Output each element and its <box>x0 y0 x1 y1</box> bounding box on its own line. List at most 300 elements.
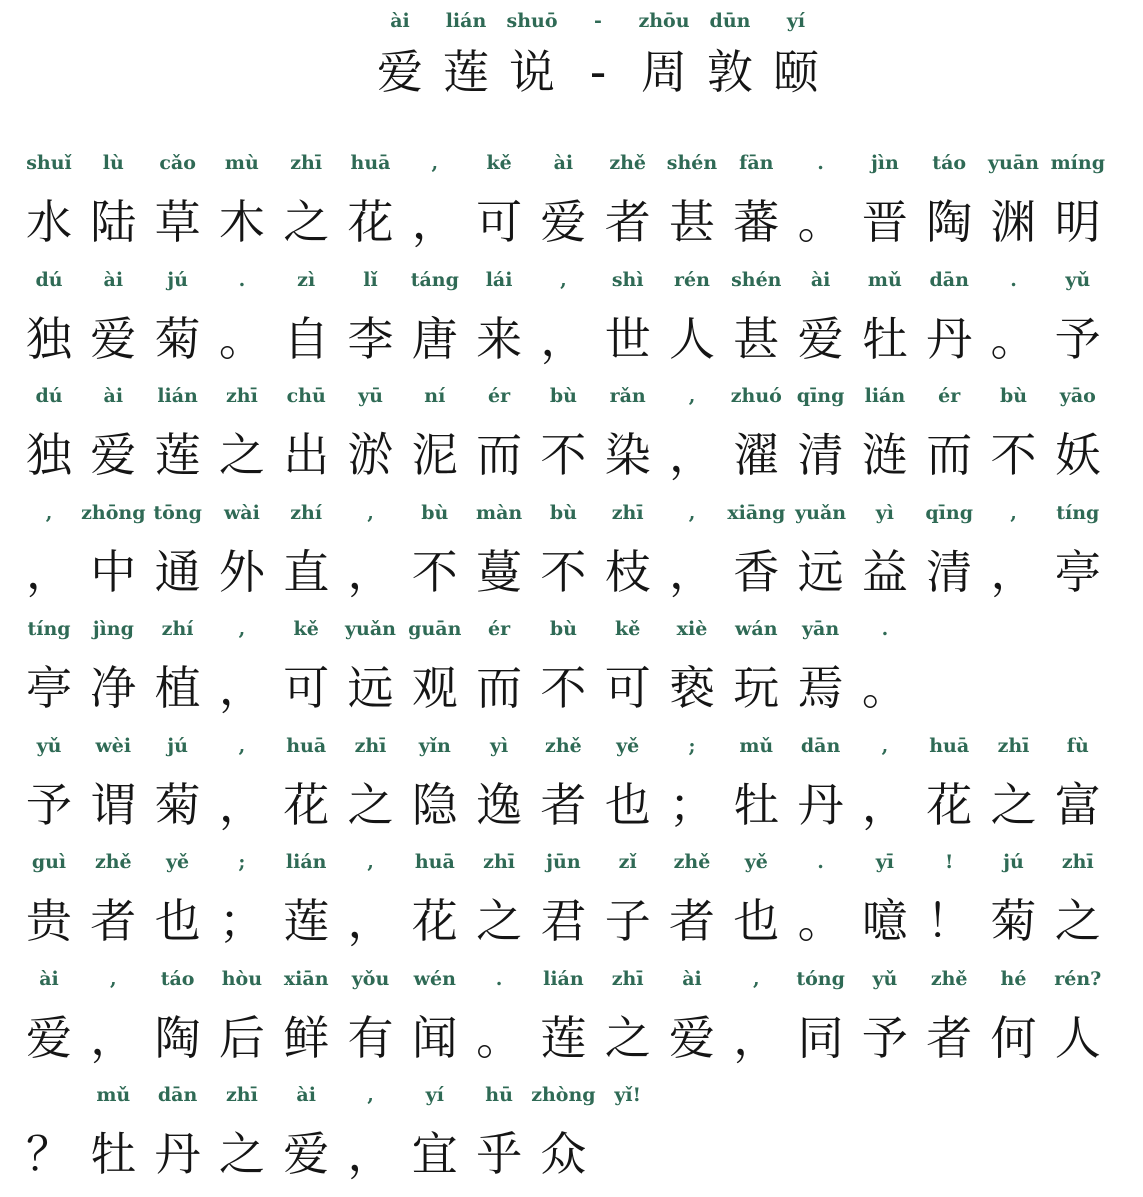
char-cell <box>917 849 981 953</box>
char-cell <box>1046 966 1110 1070</box>
pinyin-annotation: yì <box>875 501 895 524</box>
pinyin-annotation: zhī <box>1061 851 1094 873</box>
char-cell <box>403 150 467 254</box>
pinyin-annotation: , <box>752 967 760 990</box>
hanzi-character: 通 <box>154 544 201 599</box>
char-cell <box>403 733 467 837</box>
char-cell <box>789 267 853 371</box>
hanzi-character: 子 <box>604 894 651 948</box>
char-cell <box>596 1082 660 1186</box>
pinyin-annotation: kě <box>293 618 319 640</box>
pinyin-annotation: lù <box>102 152 124 174</box>
char-cell <box>339 150 403 254</box>
char-cell <box>17 733 81 837</box>
char-cell <box>274 267 338 371</box>
char-cell <box>724 966 788 1070</box>
pinyin-annotation: , <box>367 851 374 873</box>
hanzi-character: 爱 <box>540 195 587 249</box>
hanzi-character: 可 <box>283 661 330 715</box>
hanzi-character: ， <box>990 544 1037 599</box>
char-cell <box>917 267 981 371</box>
pinyin-annotation: . <box>817 851 824 873</box>
pinyin-annotation: ér <box>488 618 511 640</box>
char-cell <box>1046 267 1110 371</box>
char-cell <box>724 383 788 487</box>
char-cell <box>17 383 81 487</box>
pinyin-annotation: tóng <box>796 967 845 990</box>
pinyin-annotation: ài <box>103 268 124 291</box>
pinyin-annotation: ài <box>296 1084 316 1106</box>
pinyin-annotation: táng <box>410 268 459 291</box>
pinyin-annotation: shén <box>731 268 782 291</box>
pinyin-annotation: ! <box>945 851 954 873</box>
char-cell <box>531 383 595 487</box>
pinyin-annotation: màn <box>475 501 523 524</box>
pinyin-annotation: chū <box>286 385 326 407</box>
pinyin-annotation: zhī <box>354 734 387 757</box>
hanzi-character: 众 <box>540 1127 587 1181</box>
hanzi-character: 菊 <box>154 777 201 832</box>
pinyin-annotation: yī <box>875 851 895 873</box>
hanzi-character: 清 <box>797 428 844 482</box>
hanzi-character: 。 <box>861 661 908 715</box>
hanzi-character: 淤 <box>347 428 394 482</box>
hanzi-character: 牡 <box>861 311 908 366</box>
pinyin-annotation: dú <box>35 385 63 407</box>
char-cell <box>982 733 1046 837</box>
char-cell <box>660 150 724 254</box>
pinyin-annotation: bù <box>421 501 449 524</box>
hanzi-character: 乎 <box>476 1127 523 1181</box>
pinyin-annotation: zhí <box>290 501 323 524</box>
pinyin-annotation: mǔ <box>96 1084 131 1106</box>
char-cell <box>1046 383 1110 487</box>
char-cell <box>724 500 788 604</box>
char-cell <box>339 966 403 1070</box>
char-cell <box>917 966 981 1070</box>
hanzi-character: 爱 <box>377 45 423 99</box>
hanzi-character: 颐 <box>773 45 819 99</box>
hanzi-character: 者 <box>540 777 587 832</box>
pinyin-annotation: bù <box>549 385 577 407</box>
hanzi-character: 甚 <box>733 311 780 366</box>
char-cell <box>339 500 403 604</box>
char-cell <box>853 966 917 1070</box>
char-cell <box>596 267 660 371</box>
hanzi-character: ！ <box>926 894 973 948</box>
char-cell <box>531 150 595 254</box>
pinyin-annotation: zhě <box>673 851 711 873</box>
pinyin-annotation: , <box>1010 501 1017 524</box>
hanzi-character: ？ <box>26 1127 72 1181</box>
char-cell <box>403 966 467 1070</box>
char-cell <box>531 267 595 371</box>
char-cell <box>17 267 81 371</box>
char-cell <box>467 1082 531 1186</box>
hanzi-character: 也 <box>154 894 201 948</box>
hanzi-character: 。 <box>797 195 844 249</box>
char-cell <box>789 150 853 254</box>
pinyin-annotation: zhí <box>161 618 194 640</box>
hanzi-character: 世 <box>604 311 651 366</box>
hanzi-character: 独 <box>26 311 72 366</box>
title-char <box>566 8 630 104</box>
char-cell <box>210 966 274 1070</box>
pinyin-annotation: huā <box>414 851 455 873</box>
pinyin-annotation: zhī <box>997 734 1030 757</box>
hanzi-character: 远 <box>797 544 844 599</box>
char-cell <box>982 150 1046 254</box>
hanzi-character: 李 <box>347 311 394 366</box>
char-cell <box>210 733 274 837</box>
pinyin-annotation: shuǐ <box>26 152 72 174</box>
char-cell <box>146 966 210 1070</box>
char-cell <box>982 966 1046 1070</box>
pinyin-annotation: yì <box>489 734 509 757</box>
pinyin-annotation: qīng <box>796 385 845 407</box>
char-cell <box>531 616 595 720</box>
char-cell <box>274 500 338 604</box>
pinyin-annotation: yě <box>744 851 768 873</box>
hanzi-character: 莲 <box>540 1010 587 1065</box>
hanzi-character: 焉 <box>797 661 844 715</box>
pinyin-annotation: zǐ <box>618 851 637 873</box>
pinyin-annotation: yǒu <box>351 967 390 990</box>
char-cell <box>982 849 1046 953</box>
char-cell <box>789 966 853 1070</box>
hanzi-character: 而 <box>476 428 523 482</box>
hanzi-character: 独 <box>26 428 72 482</box>
pinyin-annotation: zhī <box>611 967 644 990</box>
hanzi-character: 予 <box>1054 311 1101 366</box>
hanzi-character: 敦 <box>707 45 753 99</box>
char-cell <box>596 383 660 487</box>
char-cell <box>724 616 788 720</box>
char-cell <box>274 150 338 254</box>
pinyin-annotation: rén <box>674 268 710 291</box>
char-cell <box>660 267 724 371</box>
hanzi-character: - <box>589 45 607 99</box>
pinyin-annotation: wán <box>735 618 778 640</box>
char-cell <box>531 500 595 604</box>
char-cell <box>403 1082 467 1186</box>
pinyin-annotation: rén? <box>1054 967 1102 990</box>
pinyin-annotation: yě <box>166 851 190 873</box>
char-cell <box>467 267 531 371</box>
pinyin-annotation: jú <box>167 268 188 291</box>
pinyin-annotation: , <box>109 967 117 990</box>
pinyin-annotation: lián <box>285 851 327 873</box>
char-cell <box>17 616 81 720</box>
char-cell <box>274 1082 338 1186</box>
hanzi-character: 而 <box>926 428 973 482</box>
hanzi-character: 蔓 <box>476 544 523 599</box>
hanzi-character: 丹 <box>926 311 973 366</box>
char-cell <box>596 849 660 953</box>
pinyin-annotation: yǐn <box>418 734 451 757</box>
pinyin-annotation: lián <box>157 385 198 407</box>
hanzi-character: ， <box>347 544 394 599</box>
hanzi-character: 贵 <box>26 894 72 948</box>
pinyin-annotation: yǔ <box>1065 268 1091 291</box>
hanzi-character: ， <box>540 311 587 366</box>
hanzi-character: 爱 <box>90 311 137 366</box>
pinyin-annotation: jìng <box>92 618 134 640</box>
char-cell <box>210 500 274 604</box>
char-cell <box>660 383 724 487</box>
pinyin-annotation: yuǎn <box>345 618 396 640</box>
char-cell <box>853 500 917 604</box>
pinyin-annotation: , <box>45 501 53 524</box>
char-cell <box>1046 500 1110 604</box>
title-char <box>434 8 498 104</box>
pinyin-annotation: zhōu <box>638 10 690 32</box>
pinyin-annotation: bù <box>999 385 1028 407</box>
hanzi-character: 陶 <box>926 195 973 249</box>
pinyin-annotation: huā <box>350 152 391 174</box>
pinyin-annotation: zhě <box>930 967 968 990</box>
pinyin-annotation: lǐ <box>363 268 378 291</box>
char-cell <box>17 500 81 604</box>
pinyin-annotation: huā <box>286 734 327 757</box>
char-cell <box>789 616 853 720</box>
pinyin-annotation: zhī <box>225 385 258 407</box>
hanzi-character: 亵 <box>669 661 715 715</box>
char-cell <box>81 267 145 371</box>
pinyin-annotation: , <box>431 152 439 174</box>
hanzi-character: 鲜 <box>283 1010 330 1065</box>
char-cell <box>146 267 210 371</box>
char-cell <box>403 849 467 953</box>
pinyin-annotation: lái <box>485 268 513 291</box>
char-cell <box>81 1082 145 1186</box>
char-cell <box>917 733 981 837</box>
hanzi-character: 木 <box>218 195 265 249</box>
pinyin-annotation: xiè <box>676 618 708 640</box>
pinyin-annotation: kě <box>486 152 512 174</box>
pinyin-annotation: ní <box>424 385 446 407</box>
char-cell <box>81 733 145 837</box>
pinyin-annotation: zhòng <box>531 1084 596 1106</box>
hanzi-character: 中 <box>90 544 137 599</box>
char-cell <box>146 616 210 720</box>
pinyin-annotation: ; <box>238 851 246 873</box>
hanzi-character: 花 <box>283 777 330 832</box>
hanzi-character: 甚 <box>669 195 715 249</box>
hanzi-character: 后 <box>218 1010 265 1065</box>
char-cell <box>339 733 403 837</box>
hanzi-character: 之 <box>476 894 523 948</box>
hanzi-character: 闻 <box>411 1010 458 1065</box>
char-cell <box>982 383 1046 487</box>
hanzi-character: 牡 <box>90 1127 137 1181</box>
char-cell <box>660 500 724 604</box>
pinyin-annotation: dān <box>157 1084 198 1106</box>
pinyin-annotation: fù <box>1066 734 1089 757</box>
pinyin-annotation: tíng <box>27 618 71 640</box>
char-cell <box>339 1082 403 1186</box>
pinyin-annotation: yí <box>425 1084 444 1106</box>
pinyin-annotation: xiān <box>283 967 329 990</box>
hanzi-character: 植 <box>154 661 201 715</box>
pinyin-annotation: , <box>367 1084 374 1106</box>
char-cell <box>467 616 531 720</box>
hanzi-character: 之 <box>218 1127 265 1181</box>
pinyin-annotation: bù <box>549 618 577 640</box>
hanzi-character: 不 <box>540 428 587 482</box>
char-cell <box>274 849 338 953</box>
pinyin-annotation: hū <box>485 1084 513 1106</box>
hanzi-character: 直 <box>283 544 330 599</box>
pinyin-annotation: yuǎn <box>795 501 847 524</box>
hanzi-character: 涟 <box>861 428 908 482</box>
pinyin-annotation: zhuó <box>730 385 782 407</box>
hanzi-character: 不 <box>411 544 458 599</box>
hanzi-character: 君 <box>540 894 587 948</box>
char-cell <box>789 383 853 487</box>
hanzi-character: 者 <box>90 894 137 948</box>
pinyin-annotation: . <box>1010 268 1017 291</box>
hanzi-character: ， <box>218 777 265 832</box>
hanzi-character: 妖 <box>1054 428 1101 482</box>
pinyin-annotation: zhī <box>225 1084 258 1106</box>
char-cell <box>274 616 338 720</box>
char-cell <box>403 500 467 604</box>
char-cell <box>17 1082 81 1186</box>
hanzi-character: 之 <box>347 777 394 832</box>
pinyin-annotation: guān <box>408 618 462 640</box>
pinyin-annotation: . <box>495 967 503 990</box>
pinyin-annotation: ài <box>810 268 831 291</box>
hanzi-character: 泥 <box>411 428 458 482</box>
hanzi-character: ， <box>733 1010 780 1065</box>
pinyin-annotation: hé <box>1000 967 1027 990</box>
hanzi-character: 宜 <box>411 1127 458 1181</box>
hanzi-character: 逸 <box>476 777 523 832</box>
char-cell <box>81 150 145 254</box>
hanzi-character: 观 <box>411 661 458 715</box>
char-cell <box>146 150 210 254</box>
char-cell <box>339 849 403 953</box>
char-cell <box>339 267 403 371</box>
hanzi-character: 人 <box>669 311 715 366</box>
char-cell <box>403 383 467 487</box>
char-cell <box>146 383 210 487</box>
char-cell <box>660 616 724 720</box>
char-cell <box>146 1082 210 1186</box>
char-cell <box>210 1082 274 1186</box>
char-cell <box>724 733 788 837</box>
char-cell <box>917 150 981 254</box>
hanzi-character: 亭 <box>26 661 72 715</box>
pinyin-annotation: yě <box>616 734 640 757</box>
char-cell <box>339 616 403 720</box>
char-cell <box>210 849 274 953</box>
char-cell <box>17 150 81 254</box>
hanzi-character: 不 <box>540 544 587 599</box>
hanzi-character: 莲 <box>283 894 330 948</box>
hanzi-character: 香 <box>733 544 780 599</box>
hanzi-character: 蕃 <box>733 195 780 249</box>
hanzi-character: 予 <box>861 1010 908 1065</box>
pinyin-annotation: yǔ <box>36 734 62 757</box>
hanzi-character: 予 <box>26 777 72 832</box>
hanzi-character: 也 <box>733 894 780 948</box>
pinyin-annotation: fān <box>739 152 774 174</box>
pinyin-annotation: . <box>817 152 824 174</box>
hanzi-character: 莲 <box>443 45 489 99</box>
char-cell <box>403 616 467 720</box>
char-cell <box>1046 849 1110 953</box>
hanzi-character: 出 <box>283 428 330 482</box>
hanzi-character: 染 <box>604 428 651 482</box>
hanzi-character: 莲 <box>154 428 201 482</box>
hanzi-character: 者 <box>669 894 715 948</box>
pinyin-annotation: , <box>688 501 696 524</box>
pinyin-annotation: zhōng <box>81 501 146 524</box>
char-cell <box>146 500 210 604</box>
pinyin-annotation: jú <box>167 734 188 757</box>
pinyin-annotation: yū <box>358 385 383 407</box>
char-cell <box>531 966 595 1070</box>
hanzi-character: 噫 <box>861 894 908 948</box>
pinyin-annotation: ér <box>938 385 961 407</box>
char-cell <box>210 383 274 487</box>
hanzi-character: 不 <box>540 661 587 715</box>
pinyin-annotation: . <box>238 268 246 291</box>
hanzi-character: 爱 <box>26 1010 72 1065</box>
char-cell <box>81 500 145 604</box>
hanzi-character: 濯 <box>733 428 780 482</box>
pinyin-annotation: yuān <box>988 152 1039 174</box>
pinyin-annotation: táo <box>932 152 967 174</box>
pinyin-annotation: ài <box>390 10 410 32</box>
char-cell <box>146 849 210 953</box>
hanzi-character: ， <box>669 428 715 482</box>
pinyin-annotation: jìn <box>870 152 899 174</box>
pinyin-annotation: lián <box>864 385 906 407</box>
hanzi-character: 爱 <box>669 1010 715 1065</box>
char-cell <box>596 500 660 604</box>
hanzi-character: 花 <box>411 894 458 948</box>
hanzi-character: 者 <box>926 1010 973 1065</box>
pinyin-annotation: - <box>594 10 602 32</box>
hanzi-character: 唐 <box>411 311 458 366</box>
title-char <box>368 8 432 104</box>
hanzi-character: 不 <box>990 428 1037 482</box>
hanzi-character: 丹 <box>797 777 844 832</box>
pinyin-annotation: tōng <box>153 501 202 524</box>
hanzi-character: 。 <box>797 894 844 948</box>
char-cell <box>724 150 788 254</box>
hanzi-character: 亭 <box>1054 544 1101 599</box>
char-cell <box>467 849 531 953</box>
hanzi-character: 外 <box>218 544 265 599</box>
pinyin-annotation: , <box>688 385 696 407</box>
pinyin-annotation: zhī <box>611 501 644 524</box>
pinyin-annotation: , <box>238 734 246 757</box>
pinyin-annotation: wài <box>223 501 260 524</box>
pinyin-annotation: ài <box>553 152 574 174</box>
hanzi-character: 丹 <box>154 1127 201 1181</box>
hanzi-character: ， <box>669 544 715 599</box>
hanzi-character: 花 <box>347 195 394 249</box>
pinyin-annotation: shén <box>666 152 718 174</box>
hanzi-character: 人 <box>1054 1010 1101 1065</box>
pinyin-annotation: qīng <box>925 501 973 524</box>
pinyin-annotation: bù <box>549 501 577 524</box>
char-cell <box>531 1082 595 1186</box>
